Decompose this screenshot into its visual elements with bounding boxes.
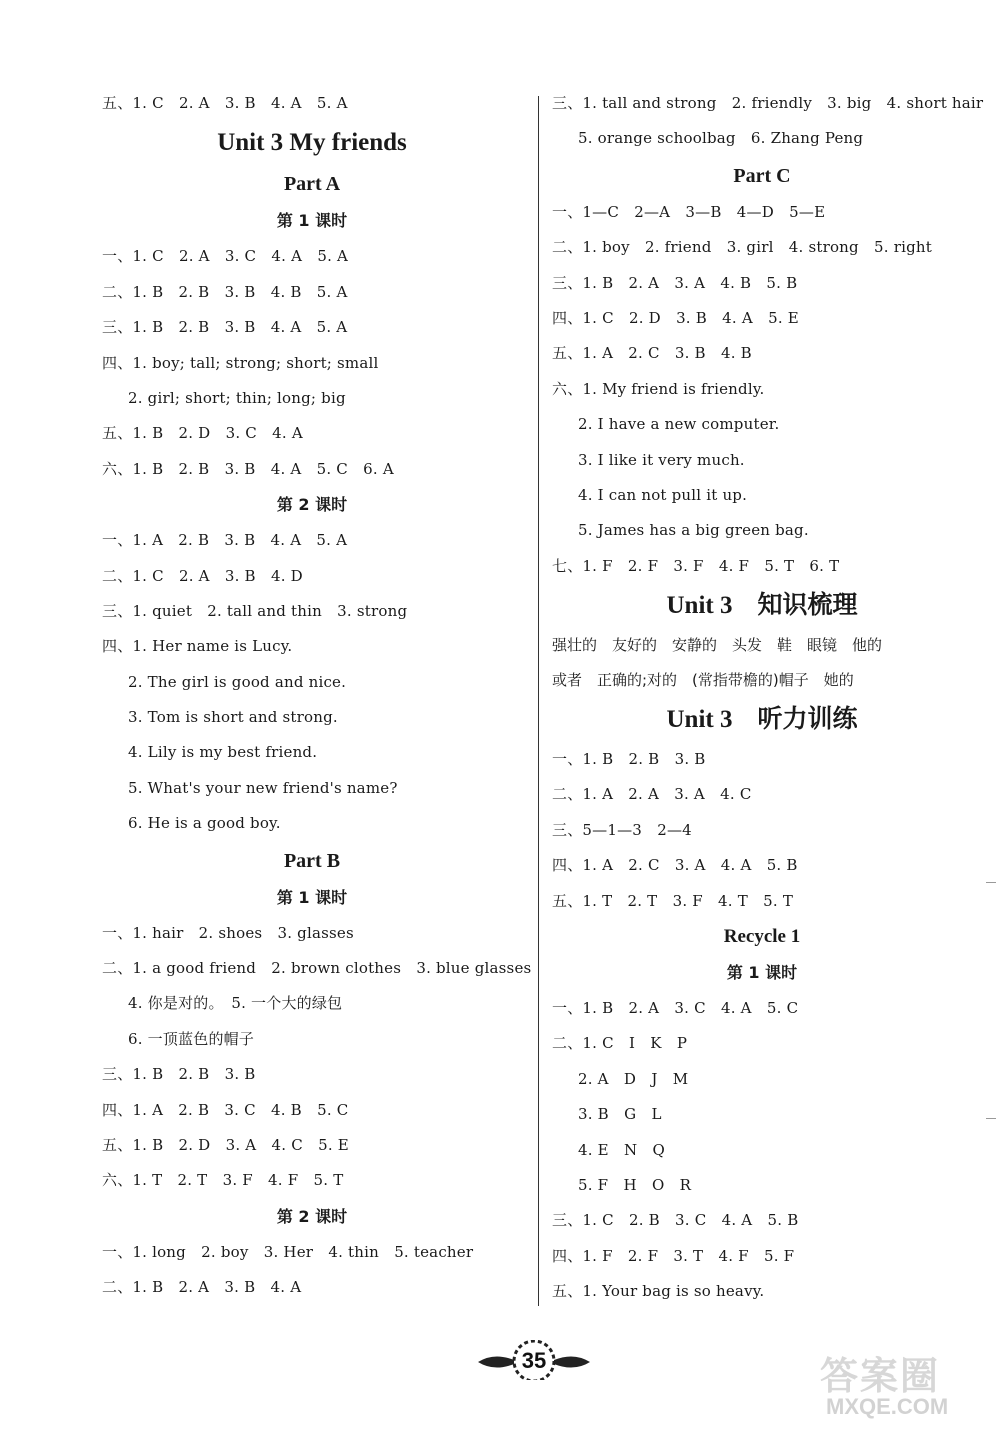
answer-line: 一、1. C 2. A 3. C 4. A 5. A bbox=[102, 247, 349, 266]
watermark-logo-text: 答案圈 bbox=[820, 1354, 941, 1398]
answer-line: 四、1. F 2. F 3. T 4. F 5. F bbox=[552, 1246, 795, 1265]
answer-line: 5. F H O R bbox=[578, 1175, 692, 1194]
answer-line: 五、1. B 2. D 3. A 4. C 5. E bbox=[102, 1135, 349, 1154]
answer-line: 2. I have a new computer. bbox=[578, 415, 780, 434]
answer-line: 5. orange schoolbag 6. Zhang Peng bbox=[578, 129, 864, 148]
answer-line: 二、1. boy 2. friend 3. girl 4. strong 5. right bbox=[552, 238, 932, 257]
lesson-1-heading: 第 1 课时 bbox=[276, 211, 348, 231]
answer-line: 4. Lily is my best friend. bbox=[128, 743, 318, 762]
knowledge-title: Unit 3 知识梳理 bbox=[666, 592, 858, 620]
answer-line: 一、1. B 2. A 3. C 4. A 5. C bbox=[552, 999, 799, 1018]
part-b-heading: Part B bbox=[283, 849, 341, 872]
answer-line: 2. girl; short; thin; long; big bbox=[128, 388, 346, 407]
answer-line: 4. I can not pull it up. bbox=[578, 485, 748, 504]
answer-line: 五、1. A 2. C 3. B 4. B bbox=[552, 344, 752, 363]
answer-line: 二、1. C 2. A 3. B 4. D bbox=[102, 566, 303, 585]
column-divider bbox=[538, 96, 539, 1306]
answer-line: 二、1. C I K P bbox=[552, 1034, 688, 1053]
vocab-line: 强壮的 友好的 安静的 头发 鞋 眼镜 他的 bbox=[552, 636, 883, 655]
answer-line: 5. James has a big green bag. bbox=[578, 521, 809, 540]
answer-line: 六、1. T 2. T 3. F 4. F 5. T bbox=[102, 1171, 344, 1190]
answer-line: 二、1. B 2. B 3. B 4. B 5. A bbox=[102, 282, 348, 301]
answer-line: 6. He is a good boy. bbox=[128, 814, 281, 833]
unit-title: Unit 3 My friends bbox=[217, 129, 407, 157]
answer-line: 四、1. boy; tall; strong; short; small bbox=[102, 353, 379, 372]
answer-line: 3. I like it very much. bbox=[578, 450, 745, 469]
edge-mark bbox=[986, 882, 996, 883]
lesson-2-heading: 第 2 课时 bbox=[276, 495, 348, 515]
answer-line: 五、1. Your bag is so heavy. bbox=[552, 1282, 765, 1301]
edge-mark bbox=[986, 1118, 996, 1119]
part-c-heading: Part C bbox=[733, 164, 791, 187]
answer-line: 七、1. F 2. F 3. F 4. F 5. T 6. T bbox=[552, 556, 840, 575]
answer-line: 五、1. C 2. A 3. B 4. A 5. A bbox=[102, 94, 348, 112]
answer-line: 三、1. B 2. B 3. B bbox=[102, 1065, 256, 1084]
answer-line: 二、1. A 2. A 3. A 4. C bbox=[552, 785, 752, 804]
answer-line: 2. The girl is good and nice. bbox=[128, 672, 347, 691]
answer-line: 6. 一顶蓝色的帽子 bbox=[128, 1029, 255, 1048]
answer-line: 三、1. C 2. B 3. C 4. A 5. B bbox=[552, 1211, 799, 1230]
answer-line: 三、1. B 2. A 3. A 4. B 5. B bbox=[552, 273, 798, 292]
vocab-line: 或者 正确的;对的 (常指带檐的)帽子 她的 bbox=[552, 671, 854, 690]
answer-line: 4. E N Q bbox=[578, 1140, 666, 1159]
lesson-1-heading: 第 1 课时 bbox=[726, 963, 798, 983]
answer-line: 三、1. B 2. B 3. B 4. A 5. A bbox=[102, 318, 348, 337]
answer-line: 2. A D J M bbox=[578, 1069, 689, 1088]
answer-line: 四、1. C 2. D 3. B 4. A 5. E bbox=[552, 308, 799, 327]
answer-line: 一、1. B 2. B 3. B bbox=[552, 750, 706, 769]
answer-line: 五、1. B 2. D 3. C 4. A bbox=[102, 424, 303, 443]
listening-title: Unit 3 听力训练 bbox=[666, 706, 858, 734]
part-a-heading: Part A bbox=[283, 173, 341, 196]
page-number: 35 bbox=[518, 1345, 550, 1377]
answer-line: 三、1. quiet 2. tall and thin 3. strong bbox=[102, 601, 408, 620]
answer-line: 四、1. A 2. B 3. C 4. B 5. C bbox=[102, 1100, 349, 1119]
answer-line: 三、5—1—3 2—4 bbox=[552, 820, 692, 839]
answer-line: 一、1. hair 2. shoes 3. glasses bbox=[102, 923, 354, 942]
answer-line: 三、1. tall and strong 2. friendly 3. big 4. short hair bbox=[552, 94, 984, 112]
answer-line: 一、1. A 2. B 3. B 4. A 5. A bbox=[102, 531, 348, 550]
answer-line: 二、1. B 2. A 3. B 4. A bbox=[102, 1278, 302, 1297]
lesson-2-heading: 第 2 课时 bbox=[276, 1206, 348, 1226]
answer-line: 四、1. Her name is Lucy. bbox=[102, 637, 293, 656]
answer-line: 二、1. a good friend 2. brown clothes 3. blue glasses bbox=[102, 959, 532, 978]
answer-line: 5. What's your new friend's name? bbox=[128, 778, 398, 797]
answer-line: 四、1. A 2. C 3. A 4. A 5. B bbox=[552, 856, 798, 875]
answer-line: 3. B G L bbox=[578, 1105, 662, 1124]
watermark-url: MXQE.COM bbox=[826, 1394, 949, 1419]
left-column bbox=[102, 86, 532, 1306]
answer-line: 六、1. My friend is friendly. bbox=[552, 379, 765, 398]
right-column bbox=[552, 86, 984, 1310]
answer-line: 五、1. T 2. T 3. F 4. T 5. T bbox=[552, 891, 794, 910]
answer-line: 4. 你是对的。 5. 一个大的绿包 bbox=[128, 994, 343, 1013]
answer-line: 一、1—C 2—A 3—B 4—D 5—E bbox=[552, 202, 826, 221]
answer-line: 六、1. B 2. B 3. B 4. A 5. C 6. A bbox=[102, 459, 394, 478]
lesson-1-heading: 第 1 课时 bbox=[276, 887, 348, 907]
page-number-badge bbox=[474, 1340, 594, 1380]
answer-line: 一、1. long 2. boy 3. Her 4. thin 5. teacher bbox=[102, 1242, 474, 1261]
recycle-title: Recycle 1 bbox=[723, 926, 801, 948]
answer-line: 3. Tom is short and strong. bbox=[128, 708, 338, 727]
